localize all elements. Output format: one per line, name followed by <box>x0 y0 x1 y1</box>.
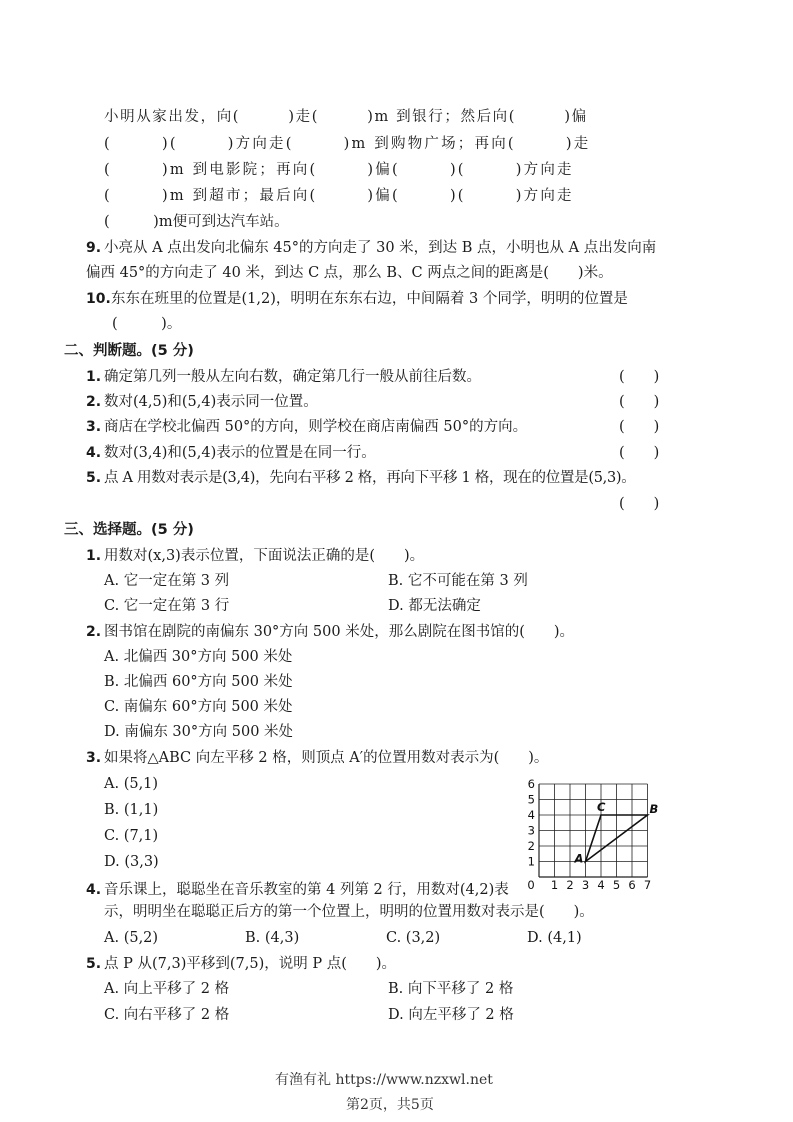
y-tick-label: 4 <box>527 808 535 822</box>
y-tick-label: 1 <box>527 854 535 869</box>
watermark-text: 有渔有礼 https://www.nzxwl.net <box>275 1072 493 1088</box>
option-d[interactable]: D. (3,3) <box>104 854 159 870</box>
question-text: 点 A 用数对表示是(3,4)，先向右平移 2 格，再向下平移 1 格，现在的位置是(5,3)。 <box>104 470 636 486</box>
question-number: 9. <box>86 240 102 256</box>
option-c[interactable]: C. 它一定在第 3 行 <box>104 598 230 614</box>
section-title: 二、判断题。(5 分) <box>64 343 194 359</box>
x-tick-label: 1 <box>550 878 559 892</box>
x-tick-label: 2 <box>566 878 574 892</box>
option-b[interactable]: B. 北偏西 60°方向 500 米处 <box>104 674 293 690</box>
option-d[interactable]: D. (4,1) <box>527 930 582 946</box>
answer-paren[interactable]: ( ) <box>619 496 660 512</box>
question-text: 如果将△ABC 向左平移 2 格，则顶点 A′的位置用数对表示为( )。 <box>104 750 549 766</box>
option-c[interactable]: C. 南偏东 60°方向 500 米处 <box>104 699 293 715</box>
vertex-label-a: A <box>574 851 584 866</box>
section-title: 三、选择题。(5 分) <box>64 522 194 538</box>
option-d[interactable]: D. 向左平移了 2 格 <box>388 1007 514 1023</box>
question-text: 商店在学校北偏西 50°的方向，则学校在商店南偏西 50°的方向。 <box>104 419 528 435</box>
question-text: 偏西 45°的方向走了 40 米，到达 C 点，那么 B、C 两点之间的距离是( )米。 <box>86 265 613 281</box>
question-number: 2. <box>86 624 102 640</box>
option-d[interactable]: D. 南偏东 30°方向 500 米处 <box>104 724 294 740</box>
fill-line-4: ( )m 到超市；最后向( )偏( )( )方向走 <box>104 188 574 204</box>
option-c[interactable]: C. 向右平移了 2 格 <box>104 1007 230 1023</box>
fill-line-5: ( )m便可到达汽车站。 <box>104 214 289 230</box>
x-tick-label: 0 <box>527 878 535 892</box>
x-tick-label: 5 <box>612 878 621 892</box>
question-text: 示，明明坐在聪聪正后方的第一个位置上，明明的位置用数对表示是( )。 <box>104 904 594 920</box>
fill-line-2: ( )( )方向走( )m 到购物广场；再向( )走 <box>104 136 591 152</box>
question-text: 数对(4,5)和(5,4)表示同一位置。 <box>104 394 318 410</box>
question-text: 图书馆在剧院的南偏东 30°方向 500 米处，那么剧院在图书馆的( )。 <box>104 624 575 640</box>
question-number: 3. <box>86 750 102 766</box>
option-a[interactable]: A. (5,2) <box>104 930 159 946</box>
option-b[interactable]: B. 向下平移了 2 格 <box>388 981 514 997</box>
question-number: 4. <box>86 882 102 898</box>
question-number: 5. <box>86 470 102 486</box>
question-number: 3. <box>86 419 102 435</box>
fill-line-3: ( )m 到电影院；再向( )偏( )( )方向走 <box>104 162 574 178</box>
question-text: 点 P 从(7,3)平移到(7,5)，说明 P 点( )。 <box>104 956 397 972</box>
y-tick-label: 5 <box>527 792 535 807</box>
y-tick-label: 6 <box>527 777 535 791</box>
vertex-label-b: B <box>649 802 659 816</box>
option-a[interactable]: A. (5,1) <box>104 776 159 792</box>
fill-line-1: 小明从家出发，向( )走( )m 到银行；然后向( )偏 <box>104 109 588 125</box>
question-number: 4. <box>86 445 102 461</box>
answer-paren[interactable]: ( ) <box>619 369 660 385</box>
x-tick-label: 4 <box>597 878 605 892</box>
x-tick-label: 7 <box>643 878 652 892</box>
option-c[interactable]: C. (7,1) <box>104 828 159 844</box>
question-text: 数对(3,4)和(5,4)表示的位置是在同一行。 <box>104 445 376 461</box>
question-text: 小亮从 A 点出发向北偏东 45°的方向走了 30 米，到达 B 点，小明也从 A 点出发向南 <box>104 240 657 256</box>
page-number: 第2页，共5页 <box>346 1097 434 1113</box>
option-a[interactable]: A. 向上平移了 2 格 <box>104 981 230 997</box>
question-number: 10. <box>86 291 111 307</box>
answer-paren[interactable]: ( ) <box>619 445 660 461</box>
y-tick-label: 2 <box>527 839 535 853</box>
vertex-label-c: C <box>597 800 606 814</box>
question-number: 1. <box>86 369 102 385</box>
answer-paren[interactable]: ( ) <box>619 394 660 410</box>
question-number: 2. <box>86 394 102 410</box>
answer-paren[interactable]: ( ) <box>619 419 660 435</box>
option-a[interactable]: A. 北偏西 30°方向 500 米处 <box>104 649 293 665</box>
question-number: 1. <box>86 548 102 564</box>
option-b[interactable]: B. 它不可能在第 3 列 <box>388 573 528 589</box>
x-tick-label: 6 <box>628 878 636 892</box>
question-number: 5. <box>86 956 102 972</box>
option-c[interactable]: C. (3,2) <box>386 930 441 946</box>
option-b[interactable]: B. (1,1) <box>104 802 159 818</box>
y-tick-label: 3 <box>527 823 535 838</box>
option-a[interactable]: A. 它一定在第 3 列 <box>104 573 230 589</box>
question-text: 确定第几列一般从左向右数，确定第几行一般从前往后数。 <box>104 369 481 385</box>
x-tick-label: 3 <box>581 878 590 892</box>
question-text: ( )。 <box>112 316 182 332</box>
coordinate-grid-figure <box>524 774 684 896</box>
option-b[interactable]: B. (4,3) <box>245 930 300 946</box>
option-d[interactable]: D. 都无法确定 <box>388 598 481 614</box>
question-text: 东东在班里的位置是(1,2)，明明在东东右边，中间隔着 3 个同学，明明的位置是 <box>111 291 628 307</box>
question-text: 用数对(x,3)表示位置，下面说法正确的是( )。 <box>104 548 425 564</box>
question-text: 音乐课上，聪聪坐在音乐教室的第 4 列第 2 行，用数对(4,2)表 <box>104 882 509 898</box>
